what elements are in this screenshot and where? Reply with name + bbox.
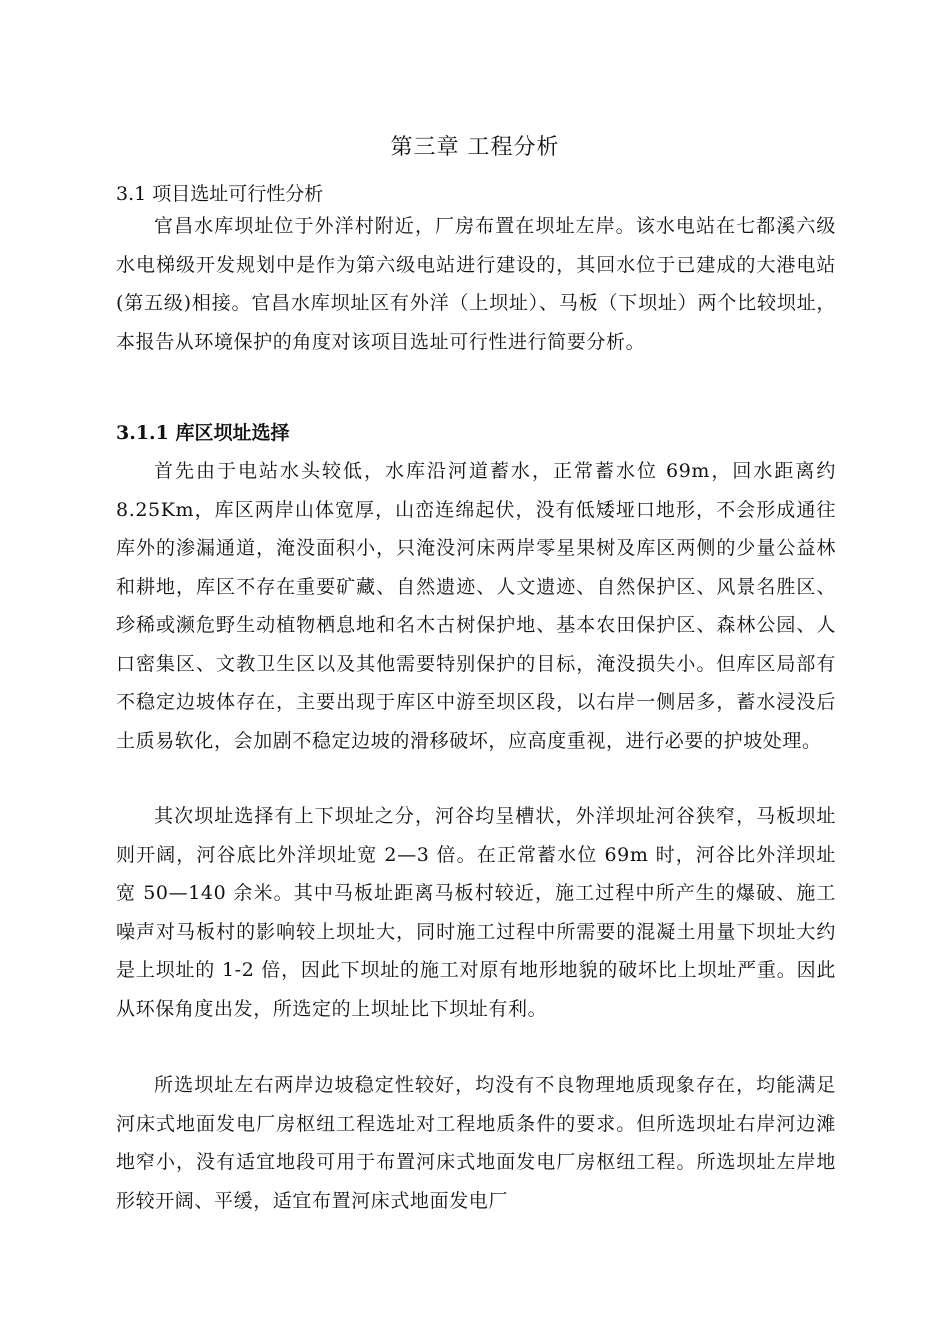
paragraph-dam-site-comparison: 其次坝址选择有上下坝址之分，河谷均呈槽状，外洋坝址河谷狭窄，马板坝址则开阔，河谷底比外洋坝址宽 2—3 倍。在正常蓄水位 69m 时，河谷比外洋坝址宽 50—140 余米。其中马板址距离马板村较近，施工过程中所产生的爆破、施工噪声对马板村的影响较上坝址大，同时施工过程中所需要的混凝土用量下坝址大约是上坝址的 1-2 倍，因此下坝址的施工对原有地形地貌的破坏比上坝址严重。因此从环保角度出发，所选定的上坝址比下坝址有利。: [116, 805, 836, 1020]
paragraph-slope-stability: 所选坝址左右两岸边坡稳定性较好，均没有不良物理地质现象存在，均能满足河床式地面发电厂房枢纽工程选址对工程地质条件的要求。但所选坝址右岸河边滩地窄小，没有适宜地段可用于布置河床式地面发电厂房枢纽工程。所选坝址左岸地形较开阔、平缓，适宜布置河床式地面发电厂: [116, 1074, 836, 1212]
chapter-title: 第三章 工程分析: [390, 135, 560, 160]
paragraph-reservoir-analysis: 首先由于电站水头较低，水库沿河道蓄水，正常蓄水位 69m，回水距离约 8.25Km，库区两岸山体宽厚，山峦连绵起伏，没有低矮垭口地形，不会形成通往库外的渗漏通道，淹没面积小，只淹没河床两岸零星果树及库区两侧的少量公益林和耕地，库区不存在重要矿藏、自然遗迹、人文遗迹、自然保护区、风景名胜区、珍稀或濒危野生动植物栖息地和名木古树保护地、基本农田保护区、森林公园、人口密集区、文教卫生区以及其他需要特别保护的目标，淹没损失小。但库区局部有不稳定边坡体存在，主要出现于库区中游至坝区段，以右岸一侧居多，蓄水浸没后土质易软化，会加剧不稳定边坡的滑移破坏，应高度重视，进行必要的护坡处理。: [116, 460, 836, 752]
section-heading: 3.1 项目选址可行性分析: [116, 183, 324, 205]
subsection-heading: 3.1.1 库区坝址选择: [116, 422, 290, 444]
paragraph-site-overview: 官昌水库坝址位于外洋村附近，厂房布置在坝址左岸。该水电站在七都溪六级水电梯级开发规划中是作为第六级电站进行建设的，其回水位于已建成的大港电站(第五级)相接。官昌水库坝址区有外洋（上坝址）、马板（下坝址）两个比较坝址，本报告从环境保护的角度对该项目选址可行性进行简要分析。: [116, 215, 836, 353]
